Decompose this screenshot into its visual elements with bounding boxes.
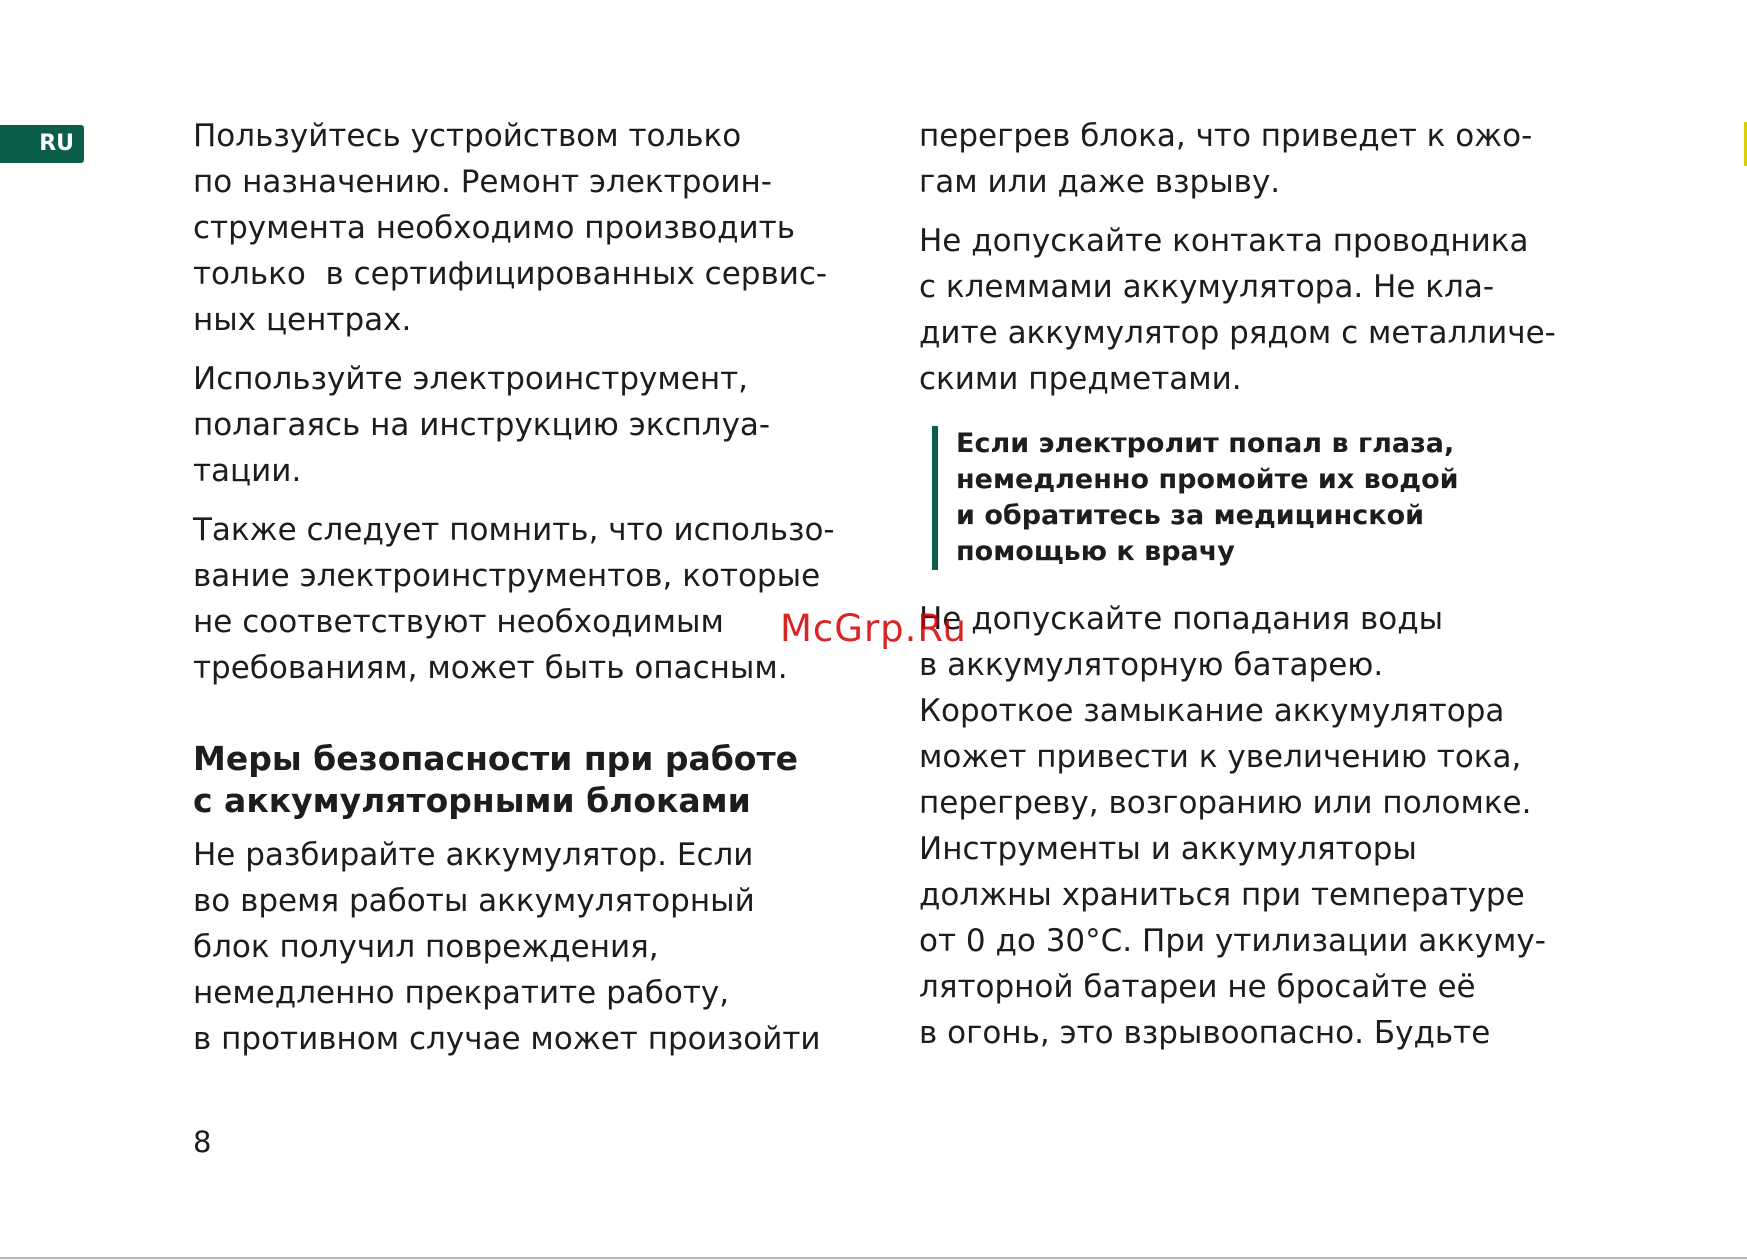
text-line: может привести к увеличению тока, xyxy=(919,739,1522,775)
callout-line: помощью к врачу xyxy=(956,536,1235,567)
text-line: Также следует помнить, что использо- xyxy=(193,512,835,548)
text-line: Короткое замыкание аккумулятора xyxy=(919,693,1505,729)
text-line: Инструменты и аккумуляторы xyxy=(919,831,1417,867)
text-line: в противном случае может произойти xyxy=(193,1021,821,1057)
text-line: Не допускайте попадания воды xyxy=(919,601,1444,637)
text-line: по назначению. Ремонт электроин- xyxy=(193,164,772,200)
text-line: гам или даже взрыву. xyxy=(919,164,1281,200)
page-number: 8 xyxy=(193,1125,212,1159)
text-line: тации. xyxy=(193,453,302,489)
text-line: во время работы аккумуляторный xyxy=(193,883,755,919)
text-line: в аккумуляторную батарею. xyxy=(919,647,1384,683)
text-line: в огонь, это взрывоопасно. Будьте xyxy=(919,1015,1491,1051)
text-line: ных центрах. xyxy=(193,302,412,338)
paragraph-disassembly xyxy=(193,832,883,1062)
bottom-divider xyxy=(0,1257,1747,1259)
text-line: от 0 до 30°С. При утилизации аккуму- xyxy=(919,923,1546,959)
section-heading-battery-safety xyxy=(193,738,883,822)
callout-line: и обратитесь за медицинской xyxy=(956,500,1425,531)
text-line: вание электроинструментов, которые xyxy=(193,558,821,594)
callout-line: Если электролит попал в глаза, xyxy=(956,428,1455,459)
text-line: не соответствуют необходимым xyxy=(193,604,724,640)
paragraph-overheat xyxy=(919,113,1639,205)
paragraph-usage xyxy=(193,113,883,343)
electrolyte-warning-callout xyxy=(932,426,1639,570)
right-column xyxy=(919,113,1639,1069)
text-line: блок получил повреждения, xyxy=(193,929,659,965)
callout-line: немедленно промойте их водой xyxy=(956,464,1459,495)
left-column xyxy=(193,113,883,1075)
text-line: перегреву, возгоранию или поломке. xyxy=(919,785,1532,821)
text-line: с клеммами аккумулятора. Не кла- xyxy=(919,269,1495,305)
text-line: струмента необходимо производить xyxy=(193,210,795,246)
text-line: скими предметами. xyxy=(919,361,1242,397)
text-line: должны храниться при температуре xyxy=(919,877,1525,913)
paragraph-terminals xyxy=(919,218,1639,402)
text-line: требованиям, может быть опасным. xyxy=(193,650,788,686)
text-line: дите аккумулятор рядом с металличе- xyxy=(919,315,1556,351)
text-line: немедленно прекратите работу, xyxy=(193,975,730,1011)
text-line: Используйте электроинструмент, xyxy=(193,361,749,397)
text-line: перегрев блока, что приведет к ожо- xyxy=(919,118,1533,154)
text-line: Не допускайте контакта проводника xyxy=(919,223,1529,259)
text-line: Пользуйтесь устройством только xyxy=(193,118,742,154)
paragraph-water-storage xyxy=(919,596,1639,1056)
text-line: полагаясь на инструкцию эксплуа- xyxy=(193,407,771,443)
paragraph-instructions xyxy=(193,356,883,494)
heading-line: Меры безопасности при работе xyxy=(193,739,798,778)
heading-line: с аккумуляторными блоками xyxy=(193,781,751,820)
text-line: Не разбирайте аккумулятор. Если xyxy=(193,837,754,873)
text-line: только в сертифицированных сервис- xyxy=(193,256,828,292)
paragraph-danger xyxy=(193,507,883,691)
watermark: McGrp.Ru xyxy=(780,607,967,650)
language-tab-ru: RU xyxy=(0,125,84,163)
text-line: ляторной батареи не бросайте её xyxy=(919,969,1476,1005)
